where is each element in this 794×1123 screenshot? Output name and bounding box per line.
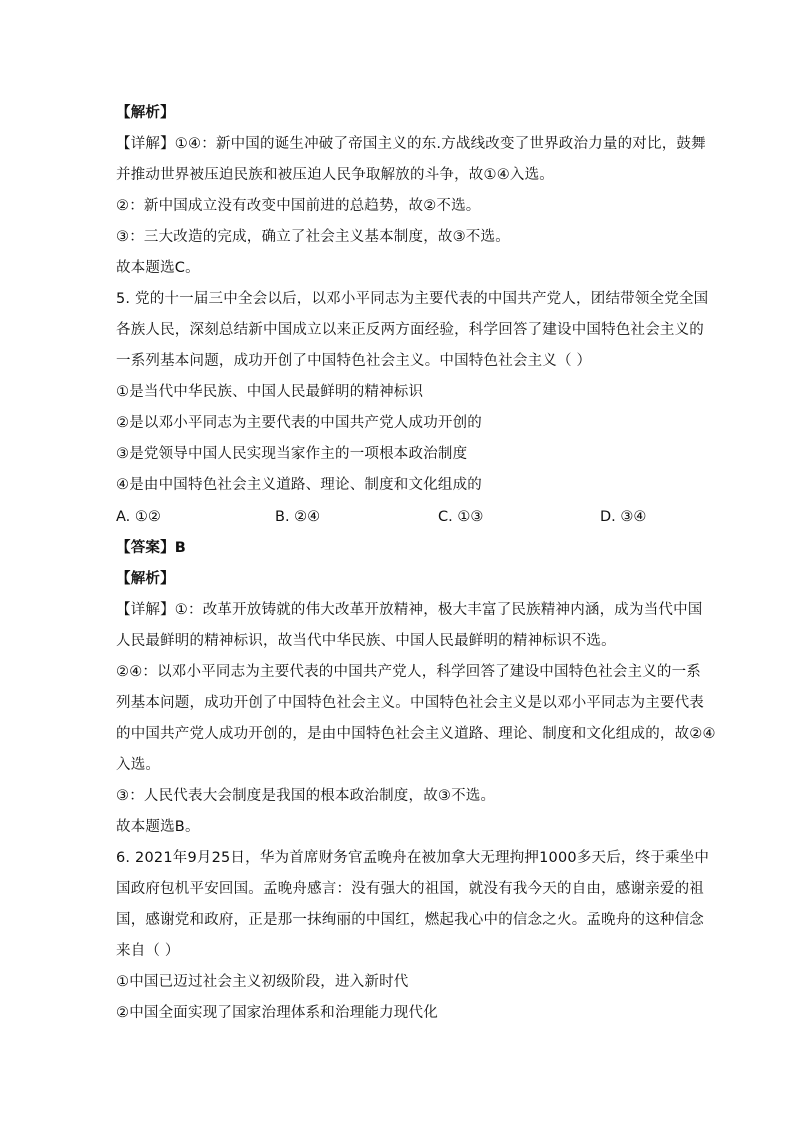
detail-q5-line-5: 的中国共产党人成功开创的，是由中国特色社会主义道路、理论、制度和文化组成的，故②④ bbox=[116, 726, 716, 742]
detail-q5-line-6: 入选。 bbox=[116, 757, 161, 773]
question-5-option-b: B. ②④ bbox=[275, 509, 321, 525]
detail-q4-line-2: 并推动世界被压迫民族和被压迫人民争取解放的斗争，故①④入选。 bbox=[116, 167, 554, 183]
detail-q5-line-1: 【详解】①：改革开放铸就的伟大改革开放精神，极大丰富了民族精神内涵，成为当代中国 bbox=[116, 602, 703, 618]
detail-q4-line-3: ②：新中国成立没有改变中国前进的总趋势，故②不选。 bbox=[116, 198, 481, 214]
question-6-line-2: 国政府包机平安回国。孟晚舟感言：没有强大的祖国，就没有我今天的自由，感谢亲爱的祖 bbox=[116, 881, 704, 897]
detail-q5-line-7: ③：人民代表大会制度是我国的根本政治制度，故③不选。 bbox=[116, 788, 496, 804]
detail-q5-line-3: ②④：以邓小平同志为主要代表的中国共产党人，科学回答了建设中国特色社会主义的一系 bbox=[116, 664, 701, 680]
detail-q4-line-4: ③：三大改造的完成，确立了社会主义基本制度，故③不选。 bbox=[116, 229, 510, 245]
question-5-statement-2: ②是以邓小平同志为主要代表的中国共产党人成功开创的 bbox=[116, 415, 482, 431]
question-5-line-3: 一系列基本问题，成功开创了中国特色社会主义。中国特色社会主义（ ） bbox=[116, 353, 592, 369]
question-6-statement-2: ②中国全面实现了国家治理体系和治理能力现代化 bbox=[116, 1005, 438, 1021]
analysis-heading-q5: 【解析】 bbox=[116, 571, 175, 587]
question-5-line-1: 5. 党的十一届三中全会以后，以邓小平同志为主要代表的中国共产党人，团结带领全党全国 bbox=[116, 291, 709, 307]
question-5-statement-4: ④是由中国特色社会主义道路、理论、制度和文化组成的 bbox=[116, 477, 482, 493]
question-6-statement-1: ①中国已迈过社会主义初级阶段，进入新时代 bbox=[116, 974, 409, 990]
detail-q5-line-4: 列基本问题，成功开创了中国特色社会主义。中国特色社会主义是以邓小平同志为主要代表 bbox=[116, 695, 704, 711]
question-5-option-d: D. ③④ bbox=[600, 509, 647, 525]
conclusion-q4: 故本题选C。 bbox=[116, 260, 200, 276]
conclusion-q5: 故本题选B。 bbox=[116, 819, 200, 835]
question-5-statement-3: ③是党领导中国人民实现当家作主的一项根本政治制度 bbox=[116, 446, 468, 462]
question-6-line-4: 来自（ ） bbox=[116, 943, 180, 959]
detail-q4-line-1: 【详解】①④：新中国的诞生冲破了帝国主义的东.方战线改变了世界政治力量的对比，鼓舞 bbox=[116, 136, 706, 152]
detail-q5-line-2: 人民最鲜明的精神标识，故当代中华民族、中国人民最鲜明的精神标识不选。 bbox=[116, 633, 616, 649]
question-6-line-1: 6. 2021年9月25日，华为首席财务官孟晚舟在被加拿大无理拘押1000多天后，终于乘坐中 bbox=[116, 850, 710, 866]
answer-heading-q5: 【答案】B bbox=[116, 540, 187, 556]
question-5-option-c: C. ①③ bbox=[438, 509, 484, 525]
analysis-heading: 【解析】 bbox=[116, 105, 175, 121]
question-6-line-3: 国，感谢党和政府，正是那一抹绚丽的中国红，燃起我心中的信念之火。孟晚舟的这种信念 bbox=[116, 912, 704, 928]
question-5-line-2: 各族人民，深刻总结新中国成立以来正反两方面经验，科学回答了建设中国特色社会主义的 bbox=[116, 322, 704, 338]
question-5-option-a: A. ①② bbox=[116, 509, 161, 525]
question-5-statement-1: ①是当代中华民族、中国人民最鲜明的精神标识 bbox=[116, 384, 424, 400]
